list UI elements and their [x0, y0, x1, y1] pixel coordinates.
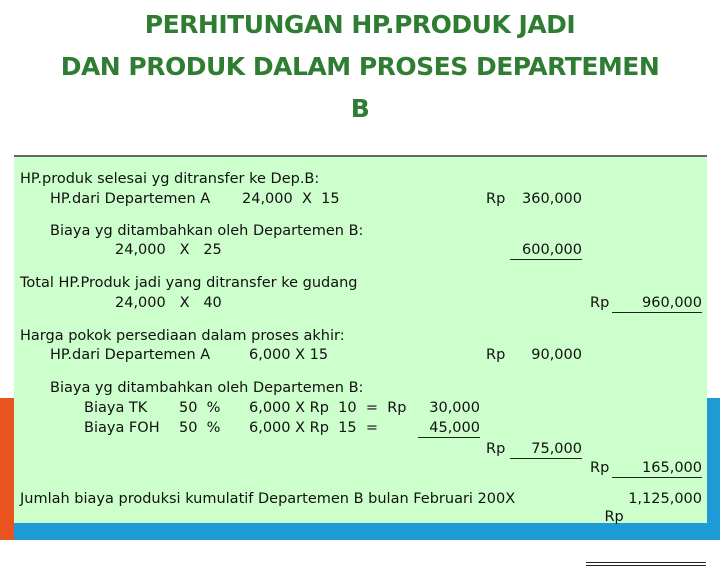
row-calc-total-finished: 24,000 X 40	[115, 295, 222, 311]
section-label-wip-ending: Harga pokok persediaan dalam proses akhir:	[20, 328, 345, 344]
grand-total-label: Jumlah biaya produksi kumulatif Departemen B bulan Februari 200X	[20, 491, 516, 507]
row-label-hp-dept-a: HP.dari Departemen A	[50, 191, 211, 207]
row-label-wip-added-costs: Biaya yg ditambahkan oleh Departemen B:	[50, 380, 364, 396]
currency-label: Rp	[590, 460, 610, 476]
page-title	[0, 4, 720, 130]
currency-label: Rp	[486, 347, 506, 363]
currency-label: Rp	[604, 509, 624, 525]
amount-hp-dept-a: 360,000	[522, 191, 582, 207]
row-label-overhead-cost: Biaya FOH	[84, 420, 160, 436]
decorative-orange-bar	[0, 398, 14, 540]
row-pct-overhead-cost: 50 %	[179, 420, 221, 436]
row-calc-labor-cost: 6,000 X Rp 10 = Rp	[249, 400, 407, 416]
row-calc-overhead-cost: 6,000 X Rp 15 =	[249, 420, 378, 436]
currency-label: Rp	[590, 295, 610, 311]
amount-grand-total: 1,125,000	[628, 491, 702, 507]
row-label-labor-cost: Biaya TK	[84, 400, 148, 416]
row-pct-labor-cost: 50 %	[179, 400, 221, 416]
amount-wip-total: 165,000	[612, 459, 702, 478]
decorative-blue-bar	[707, 398, 720, 540]
amount-wip-hp-dept-a: 90,000	[531, 347, 582, 363]
grand-total-underline	[586, 490, 706, 566]
amount-added-costs: 600,000	[510, 241, 582, 260]
row-label-wip-hp-dept-a: HP.dari Departemen A	[50, 347, 211, 363]
row-calc-added-costs: 24,000 X 25	[115, 242, 222, 258]
value-overhead-cost: 45,000	[418, 419, 480, 438]
row-label-added-costs: Biaya yg ditambahkan oleh Departemen B:	[50, 223, 364, 239]
value-labor-cost: 30,000	[429, 400, 480, 416]
row-calc-wip-hp-dept-a: 6,000 X 15	[249, 347, 329, 363]
title-line-1: PERHITUNGAN HP.PRODUK JADI	[144, 10, 576, 39]
calculation-table	[14, 155, 707, 523]
amount-total-finished: 960,000	[612, 294, 702, 313]
section-label-total-finished: Total HP.Produk jadi yang ditransfer ke gudang	[20, 275, 358, 291]
table-top-rule	[14, 155, 707, 157]
title-line-3: B	[350, 94, 370, 123]
currency-label: Rp	[486, 191, 506, 207]
amount-wip-added-costs: 75,000	[510, 440, 582, 459]
currency-label: Rp	[486, 441, 506, 457]
row-calc-hp-dept-a: 24,000 X 15	[242, 191, 340, 207]
title-line-2: DAN PRODUK DALAM PROSES DEPARTEMEN	[60, 52, 660, 81]
section-label-transferred: HP.produk selesai yg ditransfer ke Dep.B:	[20, 171, 320, 187]
